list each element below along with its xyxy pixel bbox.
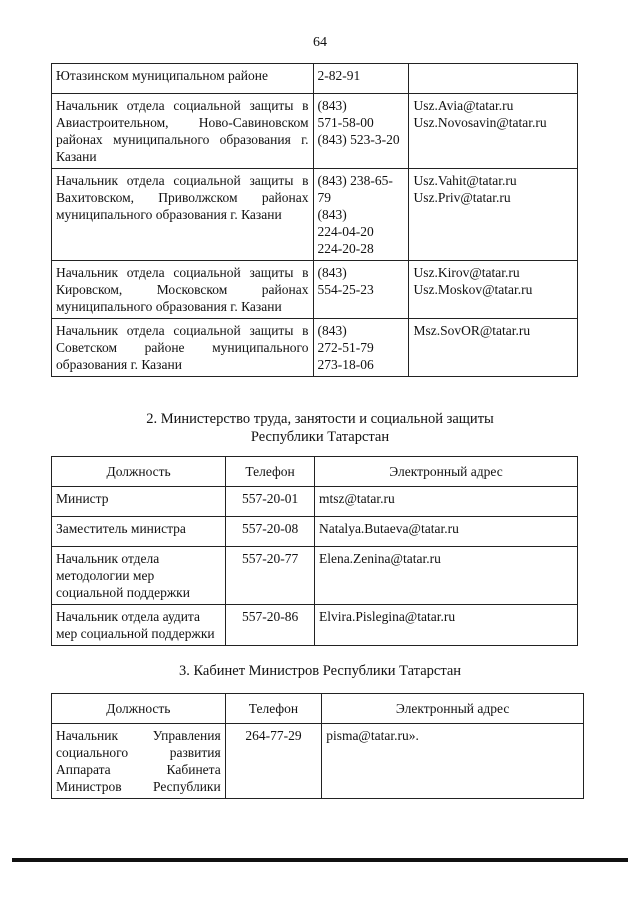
table-row — [52, 605, 578, 646]
column-header-position: Должность — [52, 457, 226, 487]
column-header-email: Электронный адрес — [314, 457, 577, 487]
position-cell: Начальник отдела аудита мер социальной поддержки — [52, 605, 226, 646]
phone-cell: 264-77-29 — [225, 724, 321, 799]
email-link[interactable]: pisma@tatar.ru». — [322, 724, 584, 799]
heading-line: Республики Татарстан — [250, 429, 390, 445]
phone-line: 571-58-00 — [317, 115, 374, 130]
section-heading-ministry — [0, 410, 640, 446]
email-link[interactable]: Elena.Zenina@tatar.ru — [314, 547, 577, 605]
email-link[interactable]: Natalya.Butaeva@tatar.ru — [314, 517, 577, 547]
phone-line: (843) 238-65- — [317, 173, 393, 188]
table-row — [52, 261, 578, 319]
phone-line: 224-20-28 — [317, 241, 374, 256]
phone-cell — [313, 64, 409, 94]
column-header-position: Должность — [52, 694, 226, 724]
ministry-contacts-table — [51, 456, 578, 646]
phone-line: (843) 523-3-20 — [317, 132, 400, 147]
phone-cell — [313, 319, 409, 377]
section-heading-cabinet: 3. Кабинет Министров Республики Татарстан — [178, 663, 462, 679]
email-link[interactable]: Elvira.Pislegina@tatar.ru — [314, 605, 577, 646]
footer-rule — [12, 858, 628, 862]
table-row — [52, 487, 578, 517]
position-cell: Начальник Управления социального развития Аппарата Кабинета Министров Республики — [52, 724, 226, 799]
phone-line: 79 — [317, 190, 331, 205]
email-link[interactable]: Usz.Novosavin@tatar.ru — [413, 115, 547, 130]
phone-line: 2-82-91 — [317, 68, 361, 83]
phone-line: (843) — [317, 323, 347, 338]
phone-cell: 557-20-77 — [226, 547, 315, 605]
phone-line: (843) — [317, 265, 347, 280]
phone-cell — [313, 169, 409, 261]
column-header-phone: Телефон — [225, 694, 321, 724]
position-cell: Заместитель министра — [52, 517, 226, 547]
phone-line: (843) — [317, 98, 347, 113]
phone-line: 224-04-20 — [317, 224, 374, 239]
column-header-email: Электронный адрес — [322, 694, 584, 724]
position-cell: Начальник отдела методологии мер социальной поддержки — [52, 547, 226, 605]
email-link[interactable]: Usz.Vahit@tatar.ru — [413, 173, 517, 188]
email-link[interactable]: mtsz@tatar.ru — [314, 487, 577, 517]
phone-cell — [313, 261, 409, 319]
email-cell — [409, 319, 578, 377]
table-row — [52, 64, 578, 94]
email-link[interactable]: Msz.SovOR@tatar.ru — [413, 323, 531, 338]
phone-line: 272-51-79 — [317, 340, 374, 355]
phone-line: 554-25-23 — [317, 282, 374, 297]
table-row — [52, 319, 578, 377]
email-cell — [409, 169, 578, 261]
position-cell: Начальник отдела социальной защиты в Кировском, Московском районах муниципального образования г. Казани — [52, 261, 314, 319]
phone-cell: 557-20-01 — [226, 487, 315, 517]
position-cell: Министр — [52, 487, 226, 517]
table-row — [52, 169, 578, 261]
table-header-row — [52, 694, 584, 724]
position-cell: Начальник отдела социальной защиты в Вахитовском, Приволжском районах муниципального образования г. Казани — [52, 169, 314, 261]
heading-line: 2. Министерство труда, занятости и социальной защиты — [146, 411, 494, 427]
email-link[interactable]: Usz.Priv@tatar.ru — [413, 190, 511, 205]
email-cell — [409, 64, 578, 94]
position-cell: Ютазинском муниципальном районе — [52, 64, 314, 94]
position-cell: Начальник отдела социальной защиты в Советском районе муниципального образования г. Казани — [52, 319, 314, 377]
table-row — [52, 724, 584, 799]
phone-cell — [313, 94, 409, 169]
cabinet-contacts-table — [51, 693, 584, 799]
email-cell — [409, 94, 578, 169]
email-link[interactable]: Usz.Kirov@tatar.ru — [413, 265, 520, 280]
position-cell: Начальник отдела социальной защиты в Авиастроительном, Ново-Савиновском районах муниципального образования г. Казани — [52, 94, 314, 169]
social-protection-contacts-table — [51, 63, 578, 377]
table-row — [52, 517, 578, 547]
table-row — [52, 547, 578, 605]
table-row — [52, 94, 578, 169]
phone-line: 273-18-06 — [317, 357, 374, 372]
phone-line: (843) — [317, 207, 347, 222]
phone-cell: 557-20-08 — [226, 517, 315, 547]
column-header-phone: Телефон — [226, 457, 315, 487]
phone-cell: 557-20-86 — [226, 605, 315, 646]
email-cell — [409, 261, 578, 319]
email-link[interactable]: Usz.Avia@tatar.ru — [413, 98, 514, 113]
page-number: 64 — [313, 35, 327, 50]
email-link[interactable]: Usz.Moskov@tatar.ru — [413, 282, 533, 297]
table-header-row — [52, 457, 578, 487]
